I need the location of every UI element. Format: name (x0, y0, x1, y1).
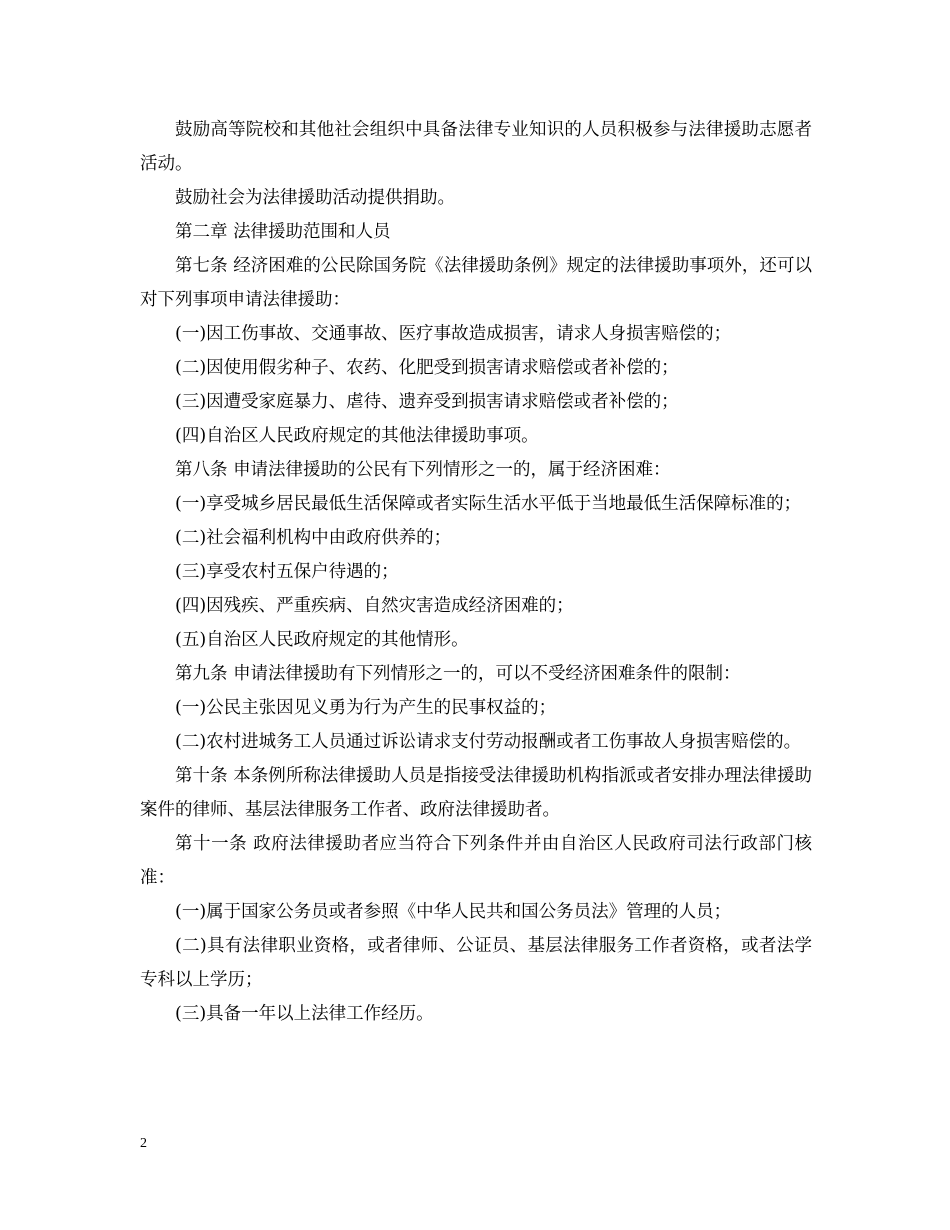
list-item: (三)因遭受家庭暴力、虐待、遗弃受到损害请求赔偿或者补偿的； (175, 392, 679, 412)
list-item: (一)公民主张因见义勇为行为产生的民事权益的； (175, 698, 557, 718)
list-item: (三)具备一年以上法律工作经历。 (175, 1004, 434, 1024)
article-paragraph: 第十条 本条例所称法律援助人员是指接受法律援助机构指派或者安排办理法律援助案件的律师、基层法律服务工作者、政府法律援助者。 (140, 766, 812, 820)
article-paragraph: 第十一条 政府法律援助者应当符合下列条件并由自治区人民政府司法行政部门核准： (140, 834, 812, 888)
page-number: 2 (140, 1136, 147, 1151)
list-item: (二)农村进城务工人员通过诉讼请求支付劳动报酬或者工伤事故人身损害赔偿的。 (175, 732, 802, 752)
list-item: (二)因使用假劣种子、农药、化肥受到损害请求赔偿或者补偿的； (175, 358, 679, 378)
list-item: (一)因工伤事故、交通事故、医疗事故造成损害，请求人身损害赔偿的； (175, 324, 732, 344)
list-item: (四)因残疾、严重疾病、自然灾害造成经济困难的； (175, 596, 574, 616)
article-paragraph: 第九条 申请法律援助有下列情形之一的，可以不受经济困难条件的限制： (175, 664, 741, 684)
article-paragraph: 第八条 申请法律援助的公民有下列情形之一的，属于经济困难： (175, 460, 671, 480)
list-item: (五)自治区人民政府规定的其他情形。 (175, 630, 469, 650)
paragraph: 鼓励社会为法律援助活动提供捐助。 (175, 188, 455, 208)
list-item: (二)社会福利机构中由政府供养的； (175, 528, 452, 548)
list-item: (一)属于国家公务员或者参照《中华人民共和国公务员法》管理的人员； (175, 902, 732, 922)
document-body (140, 113, 812, 1031)
list-item: (四)自治区人民政府规定的其他法律援助事项。 (175, 426, 539, 446)
chapter-heading: 第二章 法律援助范围和人员 (175, 222, 391, 242)
list-item: (三)享受农村五保户待遇的； (175, 562, 399, 582)
article-paragraph: 第七条 经济困难的公民除国务院《法律援助条例》规定的法律援助事项外，还可以对下列事项申请法律援助： (140, 256, 812, 310)
list-item: (一)享受城乡居民最低生活保障或者实际生活水平低于当地最低生活保障标准的； (175, 494, 802, 514)
paragraph: 鼓励高等院校和其他社会组织中具备法律专业知识的人员积极参与法律援助志愿者活动。 (140, 120, 812, 174)
list-item: (二)具有法律职业资格，或者律师、公证员、基层法律服务工作者资格，或者法学专科以上学历； (140, 936, 812, 990)
